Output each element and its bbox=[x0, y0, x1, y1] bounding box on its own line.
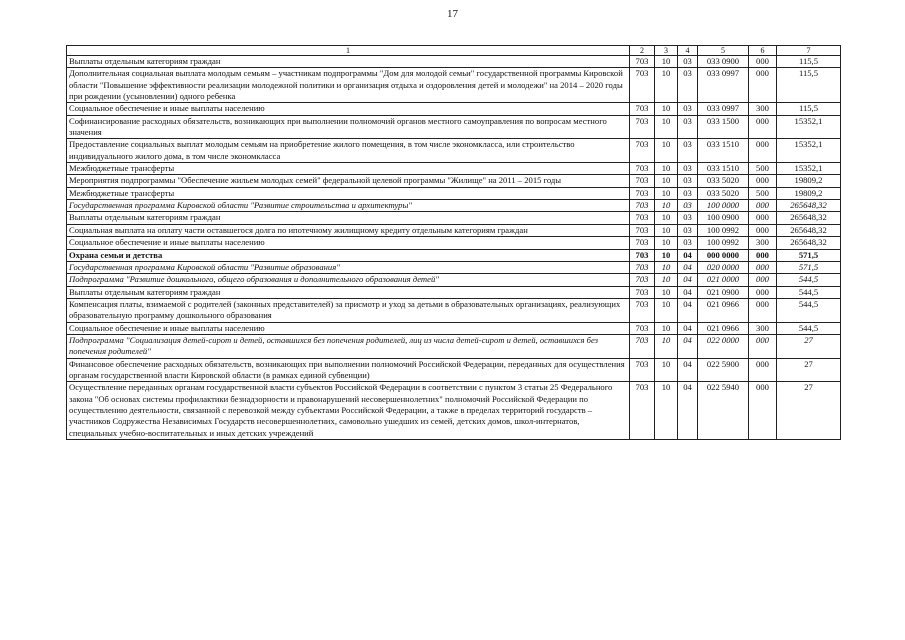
row-col-5-cell: 022 5900 bbox=[698, 358, 749, 382]
row-col-7-cell: 265648,32 bbox=[777, 200, 841, 212]
row-col-2-cell: 703 bbox=[630, 175, 655, 187]
row-col-5-cell: 033 5020 bbox=[698, 187, 749, 199]
row-col-7-cell: 19809,2 bbox=[777, 175, 841, 187]
table-row bbox=[67, 68, 841, 103]
row-col-7-cell: 265648,32 bbox=[777, 237, 841, 249]
table-row bbox=[67, 298, 841, 322]
row-col-5-cell: 033 1510 bbox=[698, 139, 749, 163]
row-col-2-cell: 703 bbox=[630, 286, 655, 298]
row-col-7-cell: 15352,1 bbox=[777, 139, 841, 163]
table-header-row bbox=[67, 46, 841, 56]
row-col-2-cell: 703 bbox=[630, 212, 655, 224]
row-col-6-cell: 000 bbox=[749, 358, 777, 382]
row-name-cell: Финансовое обеспечение расходных обязательств, возникающих при выполнении полномочий Российской Федерации, переданных для осуществления органам государственной власти Кировской области (в рамках единой субвенции) bbox=[67, 358, 630, 382]
row-col-7-cell: 27 bbox=[777, 382, 841, 440]
row-col-2-cell: 703 bbox=[630, 322, 655, 334]
row-col-3-cell: 10 bbox=[655, 358, 678, 382]
row-name-cell: Компенсация платы, взимаемой с родителей (законных представителей) за присмотр и уход за детьми в образовательных организациях, реализующих образовательную программу дошкольного образования bbox=[67, 298, 630, 322]
page-number: 17 bbox=[447, 8, 458, 20]
row-col-3-cell: 10 bbox=[655, 103, 678, 115]
row-col-5-cell: 000 0000 bbox=[698, 249, 749, 261]
row-name-cell: Выплаты отдельным категориям граждан bbox=[67, 286, 630, 298]
row-col-4-cell: 03 bbox=[678, 200, 698, 212]
row-name-cell: Межбюджетные трансферты bbox=[67, 187, 630, 199]
row-name-cell: Подпрограмма "Социализация детей-сирот и детей, оставшихся без попечения родителей, лиц из числа детей-сирот и детей, оставшихся без попечения родителей" bbox=[67, 334, 630, 358]
header-col-2: 2 bbox=[630, 46, 655, 56]
row-col-3-cell: 10 bbox=[655, 187, 678, 199]
table-row bbox=[67, 261, 841, 273]
row-col-3-cell: 10 bbox=[655, 200, 678, 212]
row-col-4-cell: 04 bbox=[678, 382, 698, 440]
row-name-cell: Осуществление переданных органам государственной власти субъектов Российской Федерации в соответствии с пунктом 3 статьи 25 Федерального закона "Об основах системы профилактики безнадзорности и правонарушений несовершеннолетних" полномочий Российской Федерации по осуществлению деятельности, связанной с перевозкой между субъектами Российской Федерации, а также в пределах территорий государств – участников Содружества Независимых Государств несовершеннолетних, самовольно ушедших из семей, детских домов, школ-интернатов, специальных учебно-воспитательных и иных детских учреждений bbox=[67, 382, 630, 440]
row-col-5-cell: 021 0000 bbox=[698, 274, 749, 286]
row-col-7-cell: 544,5 bbox=[777, 322, 841, 334]
row-col-6-cell: 000 bbox=[749, 274, 777, 286]
row-col-4-cell: 04 bbox=[678, 322, 698, 334]
row-col-3-cell: 10 bbox=[655, 382, 678, 440]
row-col-6-cell: 300 bbox=[749, 103, 777, 115]
row-col-4-cell: 03 bbox=[678, 187, 698, 199]
row-col-6-cell: 000 bbox=[749, 68, 777, 103]
row-col-2-cell: 703 bbox=[630, 237, 655, 249]
row-col-6-cell: 000 bbox=[749, 56, 777, 68]
row-name-cell: Социальное обеспечение и иные выплаты населению bbox=[67, 322, 630, 334]
row-col-6-cell: 500 bbox=[749, 187, 777, 199]
row-col-6-cell: 000 bbox=[749, 115, 777, 139]
table-row bbox=[67, 175, 841, 187]
row-col-3-cell: 10 bbox=[655, 249, 678, 261]
row-col-2-cell: 703 bbox=[630, 274, 655, 286]
row-name-cell: Социальная выплата на оплату части оставшегося долга по ипотечному жилищному кредиту отдельным категориям граждан bbox=[67, 224, 630, 236]
row-col-2-cell: 703 bbox=[630, 187, 655, 199]
table-row bbox=[67, 334, 841, 358]
row-col-7-cell: 115,5 bbox=[777, 103, 841, 115]
row-col-5-cell: 021 0966 bbox=[698, 298, 749, 322]
row-col-6-cell: 000 bbox=[749, 334, 777, 358]
table-row bbox=[67, 115, 841, 139]
row-name-cell: Межбюджетные трансферты bbox=[67, 163, 630, 175]
row-col-5-cell: 021 0900 bbox=[698, 286, 749, 298]
row-col-4-cell: 03 bbox=[678, 103, 698, 115]
header-col-3: 3 bbox=[655, 46, 678, 56]
table-row bbox=[67, 274, 841, 286]
row-col-7-cell: 544,5 bbox=[777, 274, 841, 286]
row-name-cell: Софинансирование расходных обязательств, возникающих при выполнении полномочий органов местного самоуправления по вопросам местного значения bbox=[67, 115, 630, 139]
row-col-3-cell: 10 bbox=[655, 224, 678, 236]
row-col-3-cell: 10 bbox=[655, 298, 678, 322]
row-name-cell: Выплаты отдельным категориям граждан bbox=[67, 56, 630, 68]
row-col-2-cell: 703 bbox=[630, 103, 655, 115]
row-col-7-cell: 265648,32 bbox=[777, 212, 841, 224]
row-col-2-cell: 703 bbox=[630, 298, 655, 322]
row-name-cell: Мероприятия подпрограммы "Обеспечение жильем молодых семей" федеральной целевой программы "Жилище" на 2011 – 2015 годы bbox=[67, 175, 630, 187]
row-col-7-cell: 571,5 bbox=[777, 249, 841, 261]
row-col-4-cell: 03 bbox=[678, 56, 698, 68]
header-col-6: 6 bbox=[749, 46, 777, 56]
row-col-6-cell: 000 bbox=[749, 286, 777, 298]
row-col-7-cell: 115,5 bbox=[777, 68, 841, 103]
row-col-3-cell: 10 bbox=[655, 322, 678, 334]
row-col-6-cell: 000 bbox=[749, 200, 777, 212]
table-row bbox=[67, 286, 841, 298]
row-col-2-cell: 703 bbox=[630, 249, 655, 261]
row-col-5-cell: 033 5020 bbox=[698, 175, 749, 187]
header-col-4: 4 bbox=[678, 46, 698, 56]
row-name-cell: Социальное обеспечение и иные выплаты населению bbox=[67, 103, 630, 115]
row-col-2-cell: 703 bbox=[630, 334, 655, 358]
row-col-3-cell: 10 bbox=[655, 56, 678, 68]
table-row bbox=[67, 163, 841, 175]
header-col-7: 7 bbox=[777, 46, 841, 56]
table-row bbox=[67, 212, 841, 224]
row-col-2-cell: 703 bbox=[630, 139, 655, 163]
table-row bbox=[67, 200, 841, 212]
row-col-7-cell: 115,5 bbox=[777, 56, 841, 68]
row-col-3-cell: 10 bbox=[655, 175, 678, 187]
row-col-4-cell: 03 bbox=[678, 139, 698, 163]
row-col-3-cell: 10 bbox=[655, 286, 678, 298]
row-col-6-cell: 000 bbox=[749, 139, 777, 163]
row-col-3-cell: 10 bbox=[655, 261, 678, 273]
row-col-3-cell: 10 bbox=[655, 334, 678, 358]
row-col-2-cell: 703 bbox=[630, 115, 655, 139]
row-col-5-cell: 033 1510 bbox=[698, 163, 749, 175]
row-col-4-cell: 03 bbox=[678, 237, 698, 249]
row-col-5-cell: 100 0000 bbox=[698, 200, 749, 212]
row-col-4-cell: 03 bbox=[678, 212, 698, 224]
row-col-7-cell: 544,5 bbox=[777, 286, 841, 298]
row-col-5-cell: 100 0992 bbox=[698, 224, 749, 236]
table-row bbox=[67, 187, 841, 199]
row-col-2-cell: 703 bbox=[630, 261, 655, 273]
row-col-4-cell: 04 bbox=[678, 261, 698, 273]
row-col-7-cell: 15352,1 bbox=[777, 115, 841, 139]
row-col-5-cell: 033 0997 bbox=[698, 68, 749, 103]
row-col-7-cell: 19809,2 bbox=[777, 187, 841, 199]
row-col-5-cell: 022 0000 bbox=[698, 334, 749, 358]
table-row bbox=[67, 358, 841, 382]
row-col-2-cell: 703 bbox=[630, 68, 655, 103]
row-col-2-cell: 703 bbox=[630, 224, 655, 236]
row-name-cell: Дополнительная социальная выплата молодым семьям – участникам подпрограммы "Дом для молодой семьи" государственной программы Кировской области "Повышение эффективности реализации молодежной политики и организация отдыха и оздоровления детей и молодежи" на 2014 – 2020 годы при рождении (усыновлении) одного ребенка bbox=[67, 68, 630, 103]
row-col-5-cell: 022 5940 bbox=[698, 382, 749, 440]
row-name-cell: Охрана семьи и детства bbox=[67, 249, 630, 261]
row-col-2-cell: 703 bbox=[630, 56, 655, 68]
row-col-6-cell: 000 bbox=[749, 261, 777, 273]
table-row bbox=[67, 382, 841, 440]
table-row bbox=[67, 237, 841, 249]
row-col-4-cell: 04 bbox=[678, 286, 698, 298]
row-col-3-cell: 10 bbox=[655, 163, 678, 175]
row-name-cell: Государственная программа Кировской области "Развитие строительства и архитектуры" bbox=[67, 200, 630, 212]
row-col-2-cell: 703 bbox=[630, 163, 655, 175]
row-name-cell: Социальное обеспечение и иные выплаты населению bbox=[67, 237, 630, 249]
row-col-5-cell: 020 0000 bbox=[698, 261, 749, 273]
row-col-5-cell: 033 0900 bbox=[698, 56, 749, 68]
row-col-4-cell: 03 bbox=[678, 163, 698, 175]
table-body bbox=[67, 56, 841, 440]
row-col-7-cell: 265648,32 bbox=[777, 224, 841, 236]
row-col-5-cell: 033 0997 bbox=[698, 103, 749, 115]
row-col-5-cell: 021 0966 bbox=[698, 322, 749, 334]
row-col-4-cell: 03 bbox=[678, 115, 698, 139]
row-col-6-cell: 000 bbox=[749, 224, 777, 236]
row-col-6-cell: 000 bbox=[749, 382, 777, 440]
row-col-6-cell: 000 bbox=[749, 212, 777, 224]
row-name-cell: Государственная программа Кировской области "Развитие образования" bbox=[67, 261, 630, 273]
table-row bbox=[67, 139, 841, 163]
row-col-3-cell: 10 bbox=[655, 115, 678, 139]
row-name-cell: Выплаты отдельным категориям граждан bbox=[67, 212, 630, 224]
row-col-2-cell: 703 bbox=[630, 358, 655, 382]
row-col-4-cell: 04 bbox=[678, 358, 698, 382]
row-col-4-cell: 04 bbox=[678, 249, 698, 261]
row-col-7-cell: 27 bbox=[777, 358, 841, 382]
row-col-6-cell: 000 bbox=[749, 249, 777, 261]
row-col-3-cell: 10 bbox=[655, 237, 678, 249]
row-col-3-cell: 10 bbox=[655, 139, 678, 163]
row-col-7-cell: 15352,1 bbox=[777, 163, 841, 175]
row-col-6-cell: 300 bbox=[749, 237, 777, 249]
table-row bbox=[67, 249, 841, 261]
row-col-7-cell: 27 bbox=[777, 334, 841, 358]
table-row bbox=[67, 322, 841, 334]
row-col-6-cell: 000 bbox=[749, 298, 777, 322]
row-col-5-cell: 100 0900 bbox=[698, 212, 749, 224]
row-col-2-cell: 703 bbox=[630, 382, 655, 440]
budget-table bbox=[66, 45, 841, 440]
header-col-1: 1 bbox=[67, 46, 630, 56]
row-col-4-cell: 04 bbox=[678, 298, 698, 322]
row-col-5-cell: 100 0992 bbox=[698, 237, 749, 249]
row-col-4-cell: 04 bbox=[678, 334, 698, 358]
row-col-7-cell: 571,5 bbox=[777, 261, 841, 273]
header-col-5: 5 bbox=[698, 46, 749, 56]
row-col-6-cell: 500 bbox=[749, 163, 777, 175]
row-col-3-cell: 10 bbox=[655, 212, 678, 224]
row-col-4-cell: 03 bbox=[678, 224, 698, 236]
row-col-4-cell: 03 bbox=[678, 68, 698, 103]
row-name-cell: Подпрограмма "Развитие дошкольного, общего образования и дополнительного образования детей" bbox=[67, 274, 630, 286]
table-row bbox=[67, 56, 841, 68]
row-col-6-cell: 000 bbox=[749, 175, 777, 187]
row-col-5-cell: 033 1500 bbox=[698, 115, 749, 139]
row-col-4-cell: 04 bbox=[678, 274, 698, 286]
row-col-3-cell: 10 bbox=[655, 274, 678, 286]
row-col-7-cell: 544,5 bbox=[777, 298, 841, 322]
row-col-6-cell: 300 bbox=[749, 322, 777, 334]
row-col-2-cell: 703 bbox=[630, 200, 655, 212]
row-name-cell: Предоставление социальных выплат молодым семьям на приобретение жилого помещения, в том числе экономкласса, или строительство индивидуального жилого дома, в том числе экономкласса bbox=[67, 139, 630, 163]
table-row bbox=[67, 224, 841, 236]
row-col-3-cell: 10 bbox=[655, 68, 678, 103]
table-row bbox=[67, 103, 841, 115]
row-col-4-cell: 03 bbox=[678, 175, 698, 187]
